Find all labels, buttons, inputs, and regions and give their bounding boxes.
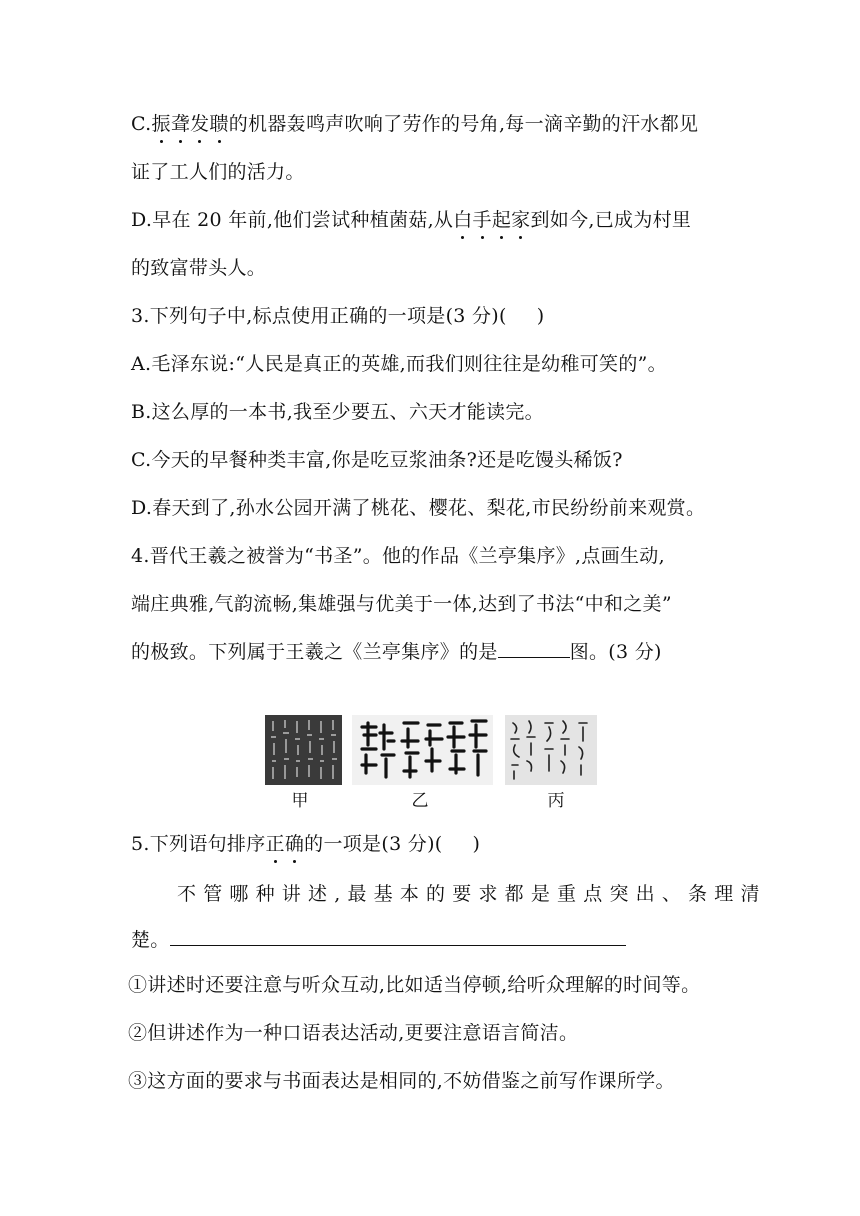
caption-yi: 乙	[411, 791, 429, 811]
q4-stem-text: 的极致。下列属于王羲之《兰亭集序》的是	[131, 641, 498, 663]
q5-sentence-1: ①讲述时还要注意与听众互动,比如适当停顿,给听众理解的时间等。	[128, 974, 701, 996]
q2-option-c-line1	[131, 110, 698, 138]
emphasis-dot-char: 确	[285, 830, 304, 858]
q5-passage-line2	[131, 926, 626, 954]
q3-stem-text: 3.下列句子中,标点使用正确的一项是(3 分)(	[131, 305, 507, 327]
q2-option-d-emphasis	[453, 209, 530, 231]
q2-option-c-line2: 证了工人们的活力。	[131, 161, 305, 183]
calligraphy-image-bing	[505, 715, 597, 785]
q2-option-c-emphasis	[152, 113, 229, 135]
q4-stem-line2: 端庄典雅,气韵流畅,集雄强与优美于一体,达到了书法“中和之美”	[131, 593, 672, 615]
q5-stem-text-2: 的一项是(3 分)(	[304, 833, 443, 855]
emphasis-dot-char: 聋	[171, 110, 190, 138]
q3-option-a: A.毛泽东说:“人民是真正的英雄,而我们则往往是幼稚可笑的”。	[131, 353, 667, 375]
emphasis-dot-char: 手	[473, 206, 492, 234]
emphasis-dot-char: 发	[190, 110, 209, 138]
q5-passage-text: 楚。	[131, 929, 170, 951]
q4-answer-blank[interactable]	[498, 643, 570, 658]
q5-answer-line[interactable]	[170, 931, 626, 946]
q4-stem-line1: 4.晋代王羲之被誉为“书圣”。他的作品《兰亭集序》,点画生动,	[131, 545, 665, 567]
emphasis-dot-char: 家	[511, 206, 530, 234]
caption-jia: 甲	[291, 791, 309, 811]
q4-stem-line3	[131, 638, 662, 666]
q3-option-b: B.这么厚的一本书,我至少要五、六天才能读完。	[131, 401, 544, 423]
q5-stem-close: )	[472, 833, 481, 855]
q3-option-d: D.春天到了,孙水公园开满了桃花、樱花、梨花,市民纷纷前来观赏。	[131, 497, 706, 519]
q2-option-d-prefix: D.早在 20 年前,他们尝试种植菌菇,从	[131, 209, 454, 231]
q2-option-c-prefix: C.	[131, 113, 152, 135]
q3-stem-close: )	[536, 305, 545, 327]
emphasis-dot-char: 振	[152, 110, 171, 138]
q5-sentence-3: ③这方面的要求与书面表达是相同的,不妨借鉴之前写作课所学。	[128, 1070, 675, 1092]
q4-stem-end: 图。(3 分)	[569, 641, 662, 663]
emphasis-dot-char: 聩	[209, 110, 228, 138]
calligraphy-strokes	[352, 715, 493, 785]
q3-stem	[131, 302, 544, 330]
emphasis-dot-char: 白	[453, 206, 472, 234]
calligraphy-strokes	[265, 715, 342, 785]
emphasis-dot-char: 起	[492, 206, 511, 234]
caption-bing: 丙	[547, 791, 565, 811]
emphasis-dot-char: 正	[266, 830, 285, 858]
q2-option-c-text: 的机器轰鸣声吹响了劳作的号角,每一滴辛勤的汗水都见	[228, 113, 699, 135]
q2-option-d-text: 到如今,已成为村里	[530, 209, 692, 231]
calligraphy-image-yi	[352, 715, 493, 785]
calligraphy-image-jia	[265, 715, 342, 785]
calligraphy-strokes	[505, 715, 597, 785]
q5-sentence-2: ②但讲述作为一种口语表达活动,更要注意语言简洁。	[128, 1022, 579, 1044]
q2-option-d-line1	[131, 206, 691, 234]
q5-stem	[131, 830, 480, 858]
q5-stem-emphasis	[266, 833, 305, 855]
q5-stem-text: 5.下列语句排序	[131, 833, 266, 855]
q5-passage-line1: 不管哪种讲述,最基本的要求都是重点突出、条理清	[177, 883, 767, 905]
q2-option-d-line2: 的致富带头人。	[131, 257, 267, 279]
q3-option-c: C.今天的早餐种类丰富,你是吃豆浆油条?还是吃馒头稀饭?	[131, 449, 623, 471]
